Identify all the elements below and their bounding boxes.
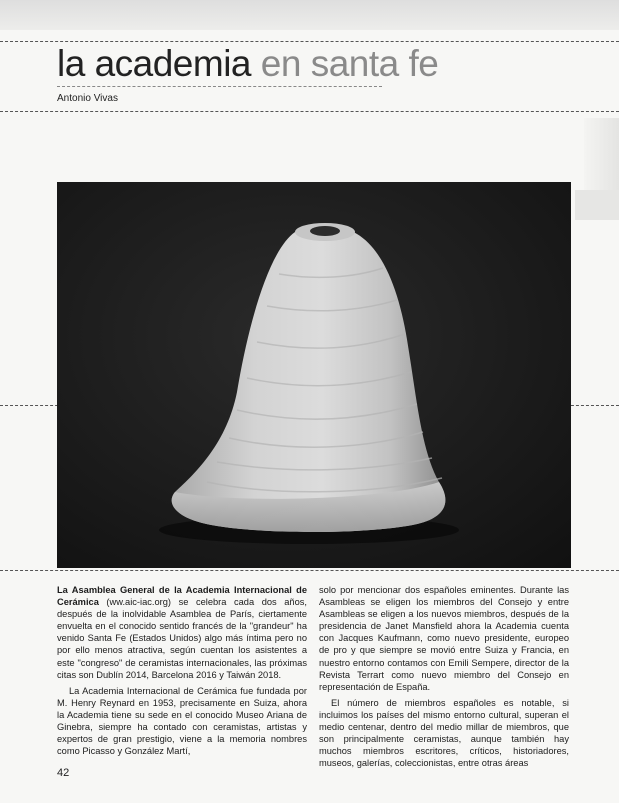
text-column-right xyxy=(319,584,569,773)
paragraph: La Academia Internacional de Cerámica fue fundada por M. Henry Reynard en 1953, precisamente en Suiza, ahora la Academia tiene su sede en el conocido Museo Ariana de Ginebra, siempre ha contado con ceramistas, artistas y expertos de gran prestigio, viene a la memoria nombres como Picasso y González Martí, xyxy=(57,685,307,757)
paragraph xyxy=(57,584,307,681)
scan-shadow xyxy=(0,0,619,30)
paragraph-text: (ww.aic-iac.org) se celebra cada dos años, después de la inolvidable Asamblea de París, ciertamente envuelta en el conocido sentido francés de la "grandeur" ha venido Santa Fe (Estados Unidos) algo más íntima pero no por ello menos atractiva, según cuentan los asistentes a este "congreso" de ceramistas internacionales, las próximas citas son Dublín 2014, Barcelona 2016 y Taiwán 2018. xyxy=(57,597,307,680)
paragraph: solo por mencionar dos españoles eminentes. Durante las Asambleas se eligen los miembros del Consejo y entre Asambleas se eligen a los nuevos miembros, después de la presidencia de Janet Mansfield ahora la Academia cuenta con Jacques Kaufmann, como nuevo presidente, europeo de pro y que siempre se movió entre Suiza y Francia, en nuestro entorno contamos con Emili Sempere, director de la Revista Terrart como nuevo miembro del Consejo en representación de España. xyxy=(319,585,569,692)
paragraph: El número de miembros españoles es notable, si incluimos los países del mismo entorno cultural, superan el medio centenar, dentro del medio millar de miembros, que son principalmente ceramistas, aunque también hay muchos miembros escritores, críticos, historiadores, museos, galerías, coleccionistas, entre otras áreas xyxy=(319,697,569,769)
dashed-divider-header xyxy=(0,111,619,112)
article-photo xyxy=(57,182,571,568)
page-number: 42 xyxy=(57,767,70,779)
title-main: la academia xyxy=(57,43,252,84)
text-column-left xyxy=(57,584,307,761)
article-title xyxy=(57,44,438,84)
lead-text: La Asamblea General de la Academia Internacional de Cerámica xyxy=(57,585,307,608)
bleed-through-marks xyxy=(584,118,619,198)
title-underline xyxy=(57,86,382,87)
dashed-divider-top xyxy=(0,41,619,42)
bleed-through-band xyxy=(575,190,619,220)
author-byline: Antonio Vivas xyxy=(57,93,118,104)
title-secondary: en santa fe xyxy=(260,43,439,84)
dashed-divider-bottom xyxy=(0,570,619,571)
ceramic-bell-image xyxy=(57,182,571,568)
